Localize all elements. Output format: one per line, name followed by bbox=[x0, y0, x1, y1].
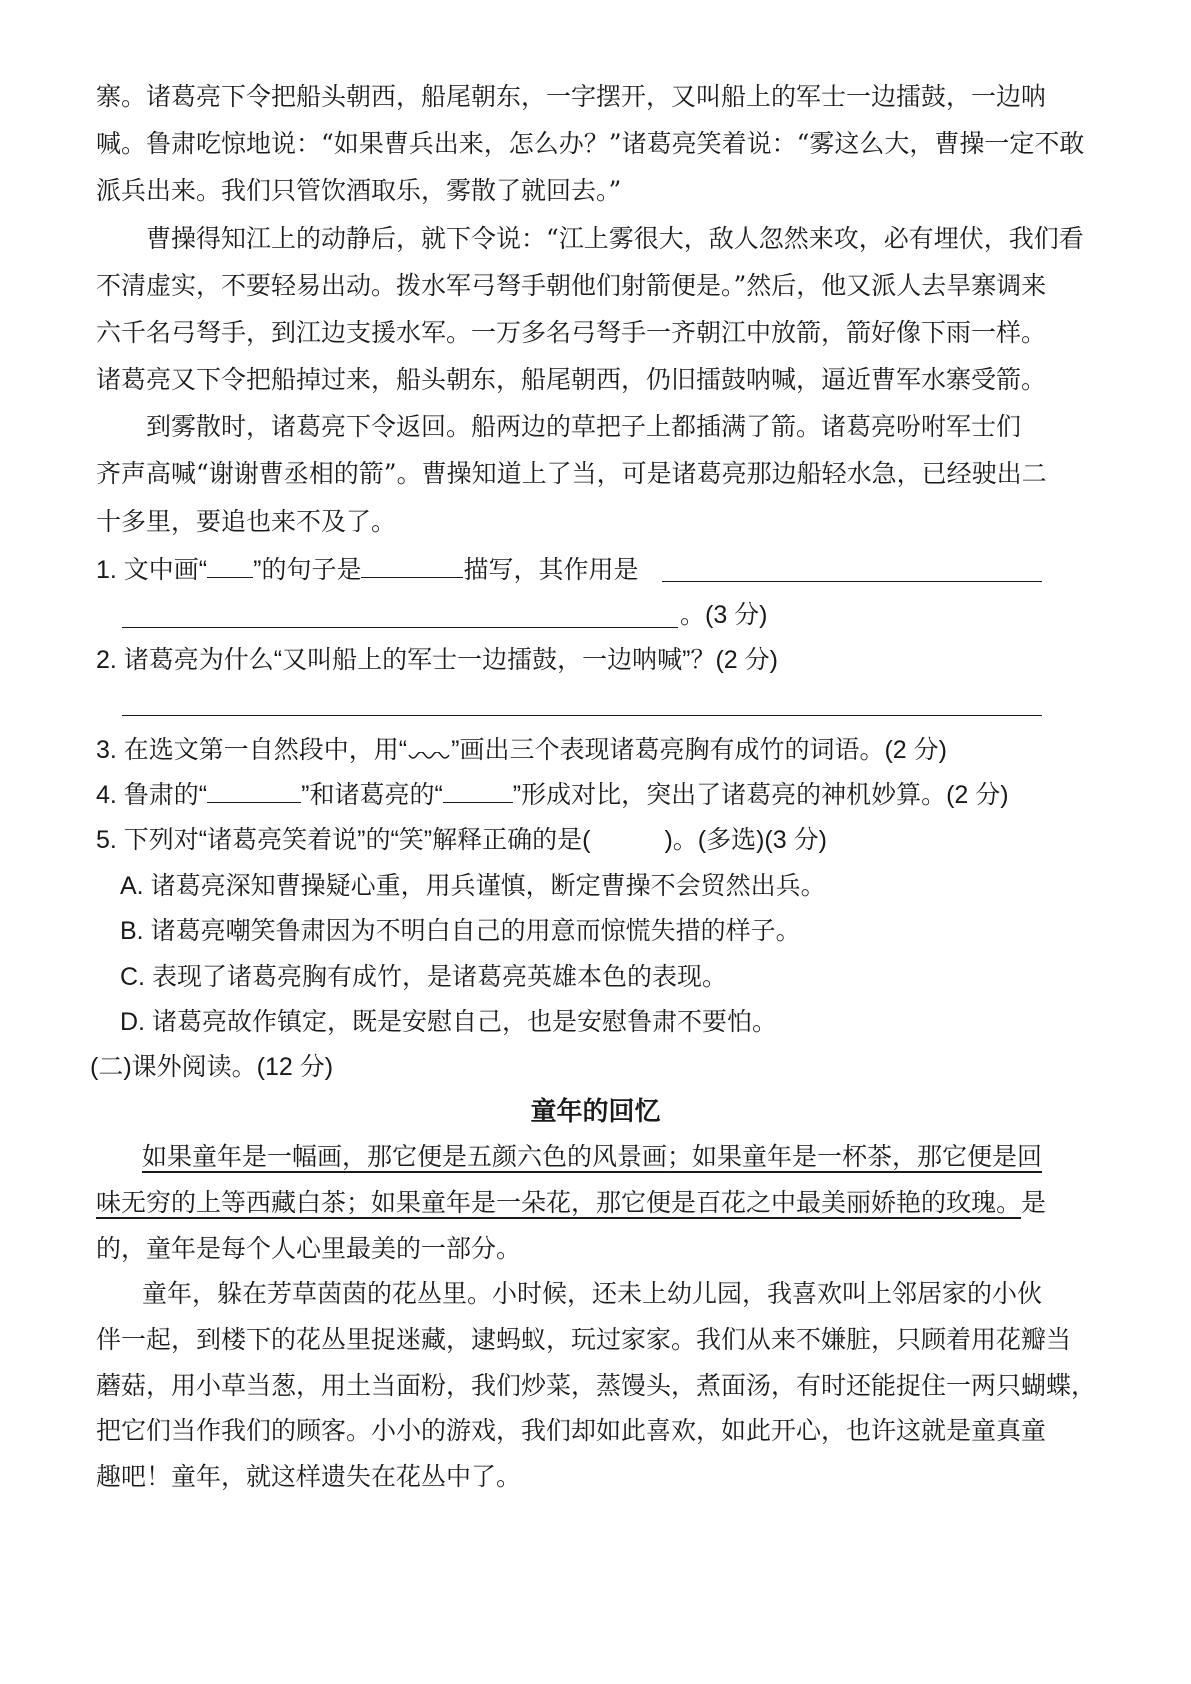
passage-line: 到雾散时，诸葛亮下令返回。船两边的草把子上都插满了箭。诸葛亮吩咐军士们 bbox=[146, 412, 1022, 441]
passage-line bbox=[96, 1188, 1046, 1218]
answer-blank-description-type[interactable] bbox=[361, 555, 463, 578]
passage-line: 十多里，要追也来不及了。 bbox=[96, 507, 397, 536]
option-d[interactable]: D. 诸葛亮故作镇定，既是安慰自己，也是安慰鲁肃不要怕。 bbox=[120, 1008, 777, 1036]
passage-line: 曹操得知江上的动静后，就下令说：“江上雾很大，敌人忽然来攻，必有埋伏，我们看 bbox=[146, 224, 1084, 253]
passage-line: 伴一起，到楼下的花丛里捉迷藏，逮蚂蚁，玩过家家。我们从来不嫌脏，只顾着用花瓣当 bbox=[96, 1325, 1072, 1354]
question-3 bbox=[96, 735, 947, 765]
wavy-underline-icon bbox=[407, 752, 451, 762]
passage-line: 趣吧！童年，就这样遗失在花丛中了。 bbox=[96, 1462, 522, 1491]
passage-line: 喊。鲁肃吃惊地说：“如果曹兵出来，怎么办？”诸葛亮笑着说：“雾这么大，曹操一定不敢 bbox=[96, 129, 1085, 158]
question-1 bbox=[96, 555, 638, 585]
passage-line: 不清虚实，不要轻易出动。拨水军弓弩手朝他们射箭便是。”然后，他又派人去旱寨调来 bbox=[96, 271, 1047, 300]
passage-line: 童年，躲在芳草茵茵的花丛里。小时候，还未上幼儿园，我喜欢叫上邻居家的小伙 bbox=[142, 1279, 1043, 1308]
question-3-text-a: 3. 在选文第一自然段中，用“ bbox=[96, 736, 408, 764]
passage-line: 派兵出来。我们只管饮酒取乐，雾散了就回去。” bbox=[96, 176, 622, 205]
option-a[interactable]: A. 诸葛亮深知曹操疑心重，用兵谨慎，断定曹操不会贸然出兵。 bbox=[120, 872, 826, 900]
question-1-text-b: ”的句子是 bbox=[253, 556, 362, 584]
question-5-text-a: 5. 下列对“诸葛亮笑着说”的“笑”解释正确的是( bbox=[96, 826, 591, 854]
answer-blank-function[interactable] bbox=[662, 581, 1042, 582]
passage-line-underlined bbox=[142, 1142, 1042, 1172]
question-1-text-a: 1. 文中画“ bbox=[96, 556, 208, 584]
question-4 bbox=[96, 780, 1009, 810]
passage-line: 把它们当作我们的顾客。小小的游戏，我们却如此喜欢，如此开心，也许这就是童真童 bbox=[96, 1416, 1047, 1445]
passage-line: 齐声高喊“谢谢曹丞相的箭”。曹操知道上了当，可是诸葛亮那边船轻水急，已经驶出二 bbox=[96, 459, 1047, 488]
passage-line: 寨。诸葛亮下令把船头朝西，船尾朝东，一字摆开，又叫船上的军士一边擂鼓，一边呐 bbox=[96, 82, 1047, 111]
underlined-sentence-part2: 味无穷的上等西藏白茶；如果童年是一朵花，那它便是百花之中最美丽娇艳的玫瑰。 bbox=[96, 1188, 1022, 1217]
underline-sample-blank bbox=[207, 555, 253, 578]
answer-blank-lusu[interactable] bbox=[207, 780, 301, 803]
passage-line: 的，童年是每个人心里最美的一部分。 bbox=[96, 1234, 522, 1263]
question-2: 2. 诸葛亮为什么“又叫船上的军士一边擂鼓，一边呐喊”？(2 分) bbox=[96, 646, 778, 674]
option-b[interactable]: B. 诸葛亮嘲笑鲁肃因为不明白自己的用意而惊慌失措的样子。 bbox=[120, 917, 801, 945]
answer-blank-function-continued[interactable] bbox=[122, 627, 678, 628]
passage-line: 蘑菇，用小草当葱，用土当面粉，我们炒菜，蒸馒头，煮面汤，有时还能捉住一两只蝴蝶， bbox=[96, 1371, 1097, 1400]
question-3-text-b: ”画出三个表现诸葛亮胸有成竹的词语。(2 分) bbox=[451, 736, 947, 764]
section-2-heading: (二)课外阅读。(12 分) bbox=[90, 1053, 334, 1081]
question-4-text-b: ”和诸葛亮的“ bbox=[301, 781, 443, 809]
question-4-text-a: 4. 鲁肃的“ bbox=[96, 781, 208, 809]
question-5 bbox=[96, 825, 827, 855]
question-5-text-b: )。(多选)(3 分) bbox=[664, 826, 827, 854]
question-4-text-c: ”形成对比，突出了诸葛亮的神机妙算。(2 分) bbox=[512, 781, 1009, 809]
question-1-text-c: 描写，其作用是 bbox=[463, 556, 639, 584]
question-1-score: 。(3 分) bbox=[680, 601, 768, 629]
answer-blank-zhugeliang[interactable] bbox=[443, 780, 513, 803]
underlined-sentence-part1: 如果童年是一幅画，那它便是五颜六色的风景画；如果童年是一杯茶，那它便是回 bbox=[142, 1142, 1043, 1171]
passage-line: 六千名弓弩手，到江边支援水军。一万多名弓弩手一齐朝江中放箭，箭好像下雨一样。 bbox=[96, 318, 1047, 347]
passage-text: 是 bbox=[1021, 1188, 1047, 1217]
answer-line-question-2[interactable] bbox=[122, 715, 1042, 716]
option-c[interactable]: C. 表现了诸葛亮胸有成竹，是诸葛亮英雄本色的表现。 bbox=[120, 963, 727, 991]
passage-title: 童年的回忆 bbox=[530, 1097, 661, 1127]
passage-line: 诸葛亮又下令把船掉过来，船头朝东，船尾朝西，仍旧擂鼓呐喊，逼近曹军水寨受箭。 bbox=[96, 365, 1047, 394]
